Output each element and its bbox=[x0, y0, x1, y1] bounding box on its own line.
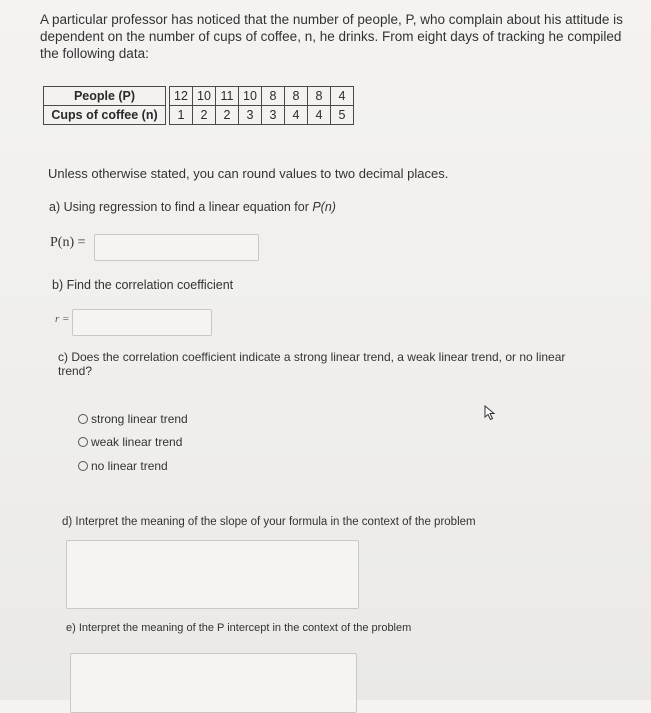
table-cell: 11 bbox=[216, 87, 239, 106]
data-table bbox=[43, 86, 354, 125]
table-cell: 10 bbox=[239, 87, 262, 106]
pn-label: P(n) = bbox=[50, 235, 86, 250]
table-cell: 4 bbox=[331, 87, 354, 106]
question-d: d) Interpret the meaning of the slope of your formula in the context of the problem bbox=[62, 516, 476, 528]
question-a-function: P(n) bbox=[312, 200, 336, 214]
table-cell: 8 bbox=[308, 87, 331, 106]
table-cell: 5 bbox=[331, 106, 354, 125]
table-cell: 2 bbox=[216, 106, 239, 125]
question-a bbox=[49, 200, 336, 214]
table-cell: 3 bbox=[262, 106, 285, 125]
table-row bbox=[44, 106, 354, 125]
table-cell: 12 bbox=[170, 87, 193, 106]
radio-button-icon[interactable] bbox=[78, 437, 88, 447]
pn-answer-input[interactable] bbox=[94, 234, 259, 261]
question-a-text: a) Using regression to find a linear equation for bbox=[49, 200, 313, 214]
rounding-note: Unless otherwise stated, you can round values to two decimal places. bbox=[48, 166, 449, 181]
question-b: b) Find the correlation coefficient bbox=[52, 278, 234, 292]
r-answer-input[interactable] bbox=[72, 309, 212, 336]
intercept-interpretation-textarea[interactable] bbox=[70, 653, 357, 713]
option-label: strong linear trend bbox=[91, 411, 188, 426]
table-cell: 8 bbox=[262, 87, 285, 106]
option-weak-linear-trend[interactable] bbox=[78, 431, 188, 455]
question-c: c) Does the correlation coefficient indicate a strong linear trend, a weak linear trend, or no linear trend? bbox=[58, 350, 566, 378]
table-row bbox=[44, 87, 354, 106]
table-cell: 2 bbox=[193, 106, 216, 125]
r-label: r = bbox=[55, 313, 70, 325]
option-no-linear-trend[interactable] bbox=[78, 454, 188, 478]
table-cell: 8 bbox=[285, 87, 308, 106]
row-label-cups: Cups of coffee (n) bbox=[44, 106, 166, 125]
table-cell: 10 bbox=[193, 87, 216, 106]
table-cell: 3 bbox=[239, 106, 262, 125]
option-label: weak linear trend bbox=[91, 435, 183, 450]
table-cell: 4 bbox=[285, 106, 308, 125]
option-label: no linear trend bbox=[91, 458, 168, 473]
table-cell: 1 bbox=[170, 106, 193, 125]
row-label-people: People (P) bbox=[44, 87, 166, 106]
question-e: e) Interpret the meaning of the P intercept in the context of the problem bbox=[66, 622, 412, 634]
slope-interpretation-textarea[interactable] bbox=[66, 540, 359, 609]
option-strong-linear-trend[interactable] bbox=[78, 407, 188, 431]
radio-button-icon[interactable] bbox=[78, 461, 88, 471]
table-cell: 4 bbox=[308, 106, 331, 125]
mouse-pointer-icon bbox=[484, 405, 498, 421]
radio-button-icon[interactable] bbox=[78, 414, 88, 424]
problem-statement: A particular professor has noticed that the number of people, P, who complain about his attitude is dependent on the number of cups of coffee, n, he drinks. From eight days of tracking he compiled the following data: bbox=[40, 12, 623, 61]
trend-options bbox=[78, 407, 188, 478]
